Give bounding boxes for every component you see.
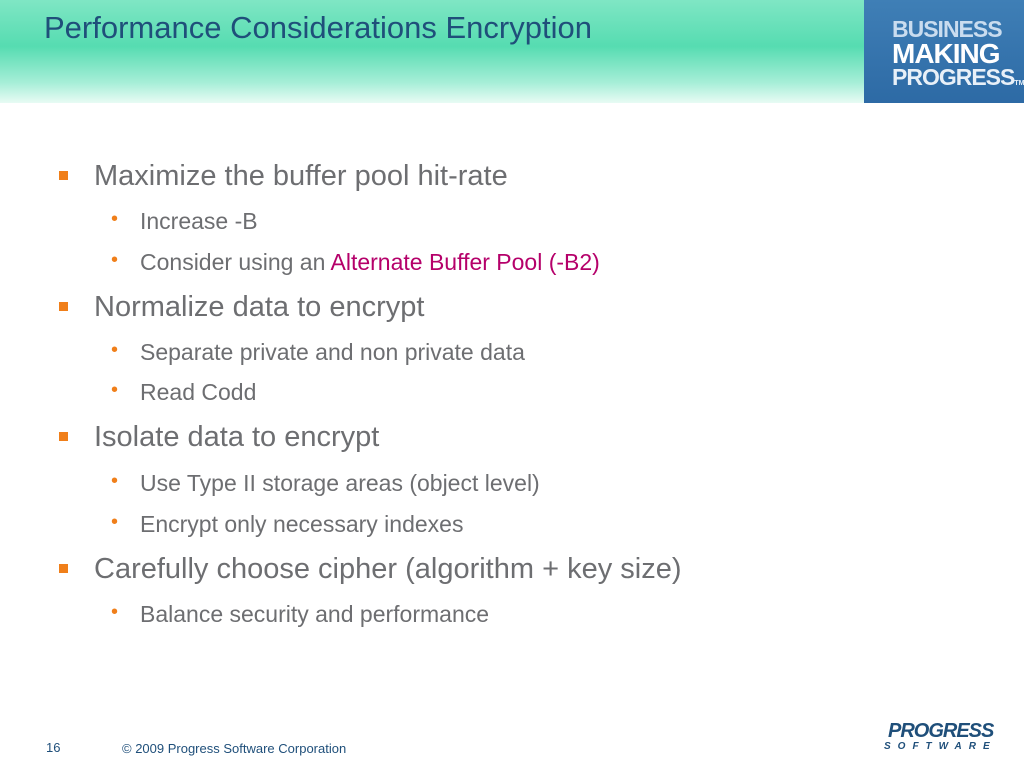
dot-bullet-icon: • — [111, 379, 119, 401]
dot-bullet-icon: • — [111, 208, 119, 230]
dot-bullet-icon: • — [111, 249, 119, 271]
slide-title: Performance Considerations Encryption — [44, 10, 592, 45]
highlighted-term: Alternate Buffer Pool (-B2) — [330, 249, 600, 275]
brand-line-2: MAKING — [892, 38, 1000, 69]
sub-bullet-text: Balance security and performance — [140, 601, 490, 627]
bullet-text: Carefully choose cipher (algorithm + key size) — [94, 553, 682, 585]
bullet-text: Isolate data to encrypt — [94, 421, 380, 453]
brand-line-3-text: PROGRESS — [892, 64, 1015, 90]
sub-bullet-item — [111, 339, 525, 366]
sub-bullet-item — [111, 208, 258, 235]
sub-bullet-item — [111, 511, 464, 538]
page-number: 16 — [46, 740, 61, 755]
slide-header — [0, 0, 864, 103]
brand-line-3 — [892, 64, 1024, 91]
dot-bullet-icon: • — [111, 511, 119, 533]
brand-line-1: BUSINESS — [892, 16, 1002, 42]
bullet-item — [94, 160, 508, 193]
sub-bullet-text: Read Codd — [140, 379, 257, 405]
trademark-mark: TM — [1014, 80, 1024, 87]
brand-panel — [864, 0, 1024, 103]
sub-bullet-item — [111, 601, 490, 628]
square-bullet-icon — [59, 302, 68, 311]
sub-bullet-item — [111, 470, 540, 497]
logo-wordmark: PROGRESS — [888, 720, 994, 742]
sub-bullet-text: Separate private and non private data — [140, 339, 525, 365]
bullet-text: Maximize the buffer pool hit-rate — [94, 160, 508, 192]
square-bullet-icon — [59, 171, 68, 180]
sub-bullet-text: Consider using an — [140, 249, 331, 275]
logo-subtitle: SOFTWARE — [884, 741, 997, 752]
dot-bullet-icon: • — [111, 339, 119, 361]
dot-bullet-icon: • — [111, 470, 119, 492]
sub-bullet-item — [111, 249, 600, 276]
sub-bullet-text: Encrypt only necessary indexes — [140, 511, 464, 537]
square-bullet-icon — [59, 564, 68, 573]
dot-bullet-icon: • — [111, 601, 119, 623]
progress-software-logo — [882, 720, 997, 754]
bullet-item — [94, 291, 424, 324]
copyright-notice: © 2009 Progress Software Corporation — [122, 741, 347, 756]
sub-bullet-text: Increase -B — [140, 208, 258, 234]
bullet-item — [94, 553, 682, 586]
sub-bullet-item — [111, 379, 257, 406]
square-bullet-icon — [59, 432, 68, 441]
bullet-text: Normalize data to encrypt — [94, 291, 425, 323]
sub-bullet-text: Use Type II storage areas (object level) — [140, 470, 540, 496]
bullet-item — [94, 421, 379, 454]
